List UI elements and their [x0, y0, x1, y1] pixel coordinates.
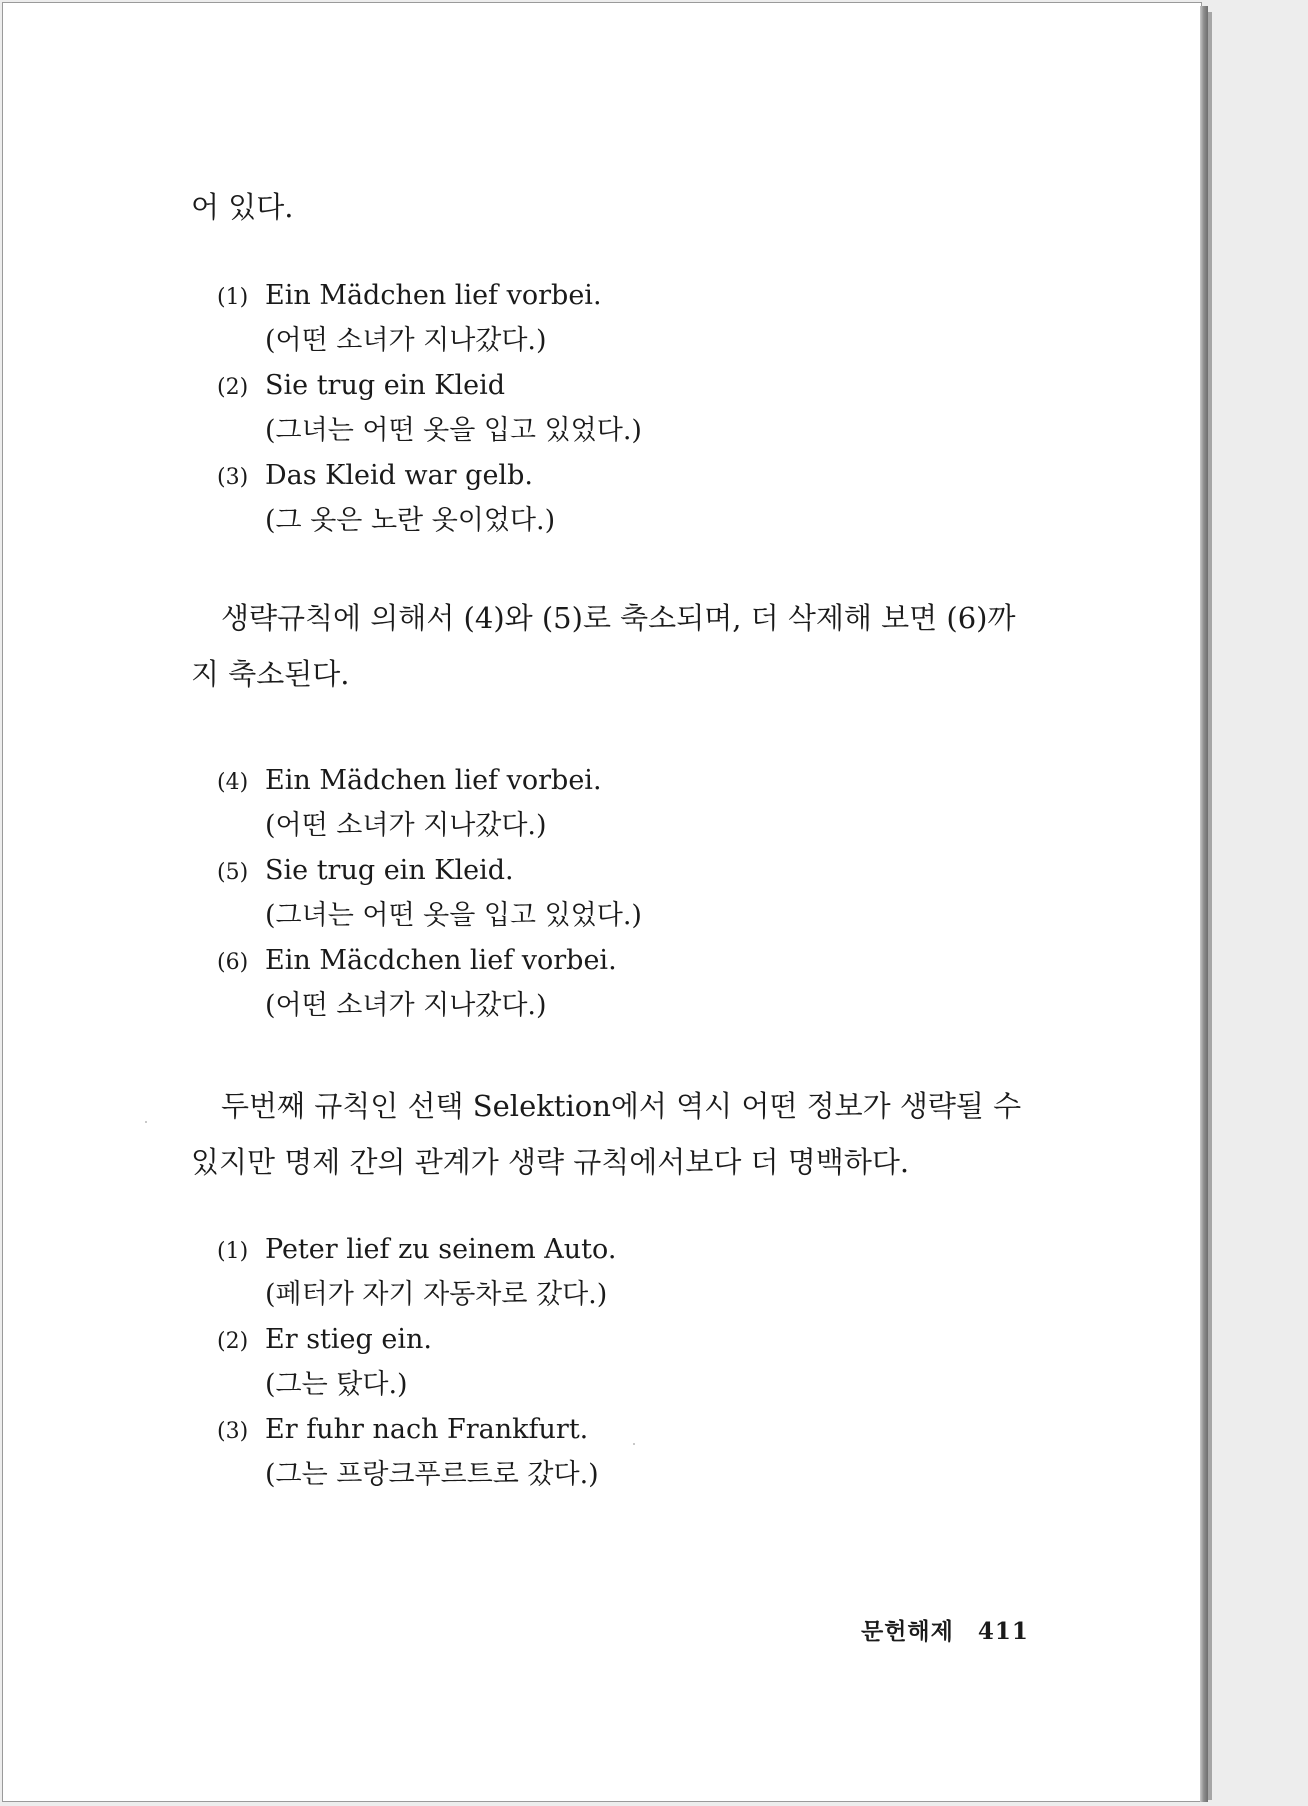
german-sentence: Sie trug ein Kleid. [265, 855, 514, 886]
korean-translation: (그는 프랑크푸르트로 갔다.) [265, 1459, 599, 1490]
paragraph-selection-rule: 두번째 규칙인 선택 Selektion에서 역시 어떤 정보가 생략될 수 있지만 명제 간의 관계가 생략 규칙에서보다 더 명백하다. [191, 1089, 1022, 1179]
german-sentence: Ein Mäcdchen lief vorbei. [265, 945, 617, 976]
example-3-german [217, 461, 533, 493]
page-footer [861, 1613, 1029, 1646]
german-sentence: Ein Mädchen lief vorbei. [265, 280, 602, 311]
intro-text: 어 있다. [191, 190, 294, 224]
book-page [2, 2, 1202, 1802]
german-sentence: Peter lief zu seinem Auto. [265, 1234, 617, 1265]
example-number: (3) [217, 1419, 249, 1444]
german-sentence: Ein Mädchen lief vorbei. [265, 765, 602, 796]
korean-translation: (그는 탔다.) [265, 1369, 408, 1400]
running-section-title: 문헌해제 [861, 1618, 954, 1645]
example-number: (2) [217, 1329, 249, 1354]
example-number: (3) [217, 465, 249, 490]
example-number: (2) [217, 375, 249, 400]
german-sentence: Er fuhr nach Frankfurt. [265, 1414, 589, 1445]
example-number: (6) [217, 950, 249, 975]
example-1-german [217, 281, 602, 313]
example-2-german [217, 371, 505, 403]
german-sentence: Sie trug ein Kleid [265, 370, 505, 401]
german-sentence: Das Kleid war gelb. [265, 460, 533, 491]
example-number: (1) [217, 1239, 249, 1264]
korean-translation: (그 옷은 노란 옷이었다.) [265, 505, 556, 536]
example-number: (5) [217, 860, 249, 885]
scan-speck [633, 1443, 635, 1445]
scan-speck [145, 1121, 147, 1123]
korean-translation: (그녀는 어떤 옷을 입고 있었다.) [265, 900, 642, 931]
example-4-german [217, 766, 602, 798]
example-7-german [217, 1235, 616, 1267]
korean-translation: (그녀는 어떤 옷을 입고 있었다.) [265, 415, 642, 446]
example-5-german [217, 856, 514, 888]
example-9-german [217, 1415, 588, 1447]
german-sentence: Er stieg ein. [265, 1324, 432, 1355]
page-edge-shadow [1208, 12, 1212, 1800]
page-number: 411 [977, 1618, 1029, 1645]
korean-translation: (어떤 소녀가 지나갔다.) [265, 810, 547, 841]
paragraph-ellipsis-rule: 생략규칙에 의해서 (4)와 (5)로 축소되며, 더 삭제해 보면 (6)까지 축소된다. [191, 601, 1016, 691]
korean-translation: (어떤 소녀가 지나갔다.) [265, 325, 547, 356]
example-number: (1) [217, 285, 249, 310]
page-edge-shadow [1200, 6, 1208, 1802]
example-8-german [217, 1325, 432, 1357]
korean-translation: (어떤 소녀가 지나갔다.) [265, 990, 547, 1021]
korean-translation: (페터가 자기 자동차로 갔다.) [265, 1279, 608, 1310]
example-6-german [217, 946, 617, 978]
example-number: (4) [217, 770, 249, 795]
